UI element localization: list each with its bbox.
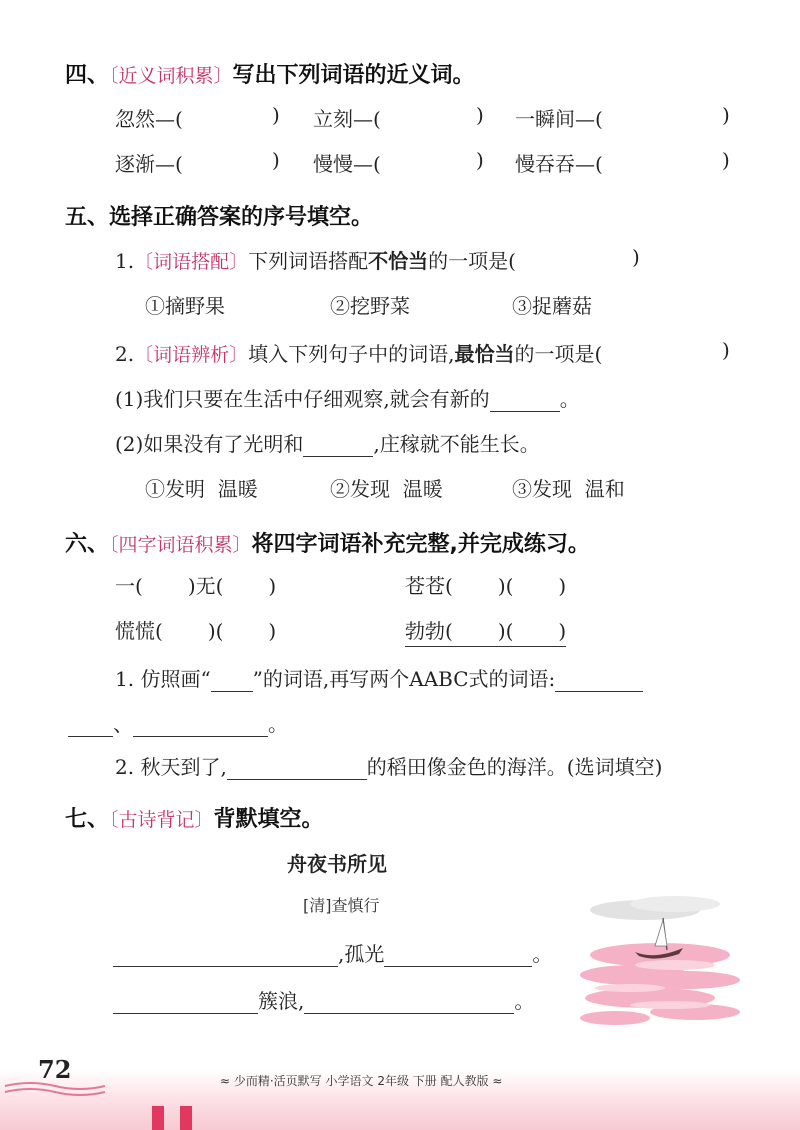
question-6-1: 1. 仿照画“ ”的词语,再写两个AABC式的词语:	[115, 663, 643, 692]
paren-close: )	[272, 103, 280, 127]
answer-blank[interactable]	[113, 989, 258, 1014]
section-6-heading	[65, 527, 590, 558]
section-title: 选择正确答案的序号填空。	[109, 205, 374, 230]
section-4-heading	[65, 58, 475, 89]
synonym-item: 一瞬间—(	[515, 107, 603, 131]
answer-blank[interactable]	[211, 667, 253, 692]
poem-title: 舟夜书所见	[287, 852, 387, 876]
section-number: 七、	[65, 807, 110, 832]
answer-blank[interactable]	[304, 989, 514, 1014]
idiom-fill: 慌慌( )( )	[115, 619, 277, 643]
topic-tag: 〔四字词语积累〕	[109, 534, 252, 556]
option: ③发现 温和	[512, 477, 625, 501]
answer-blank[interactable]	[227, 755, 367, 780]
section-5-heading	[65, 200, 373, 231]
footer-title: ≈ 少而精·活页默写 小学语文 2年级 下册 配人教版 ≈	[220, 1074, 503, 1088]
synonym-item: 立刻—(	[313, 107, 381, 131]
idiom-fill-underlined: 勃勃( )( )	[405, 615, 566, 647]
answer-blank[interactable]	[490, 387, 560, 412]
section-number: 五、	[65, 205, 110, 230]
paren-close: )	[722, 103, 730, 127]
answer-blank[interactable]	[303, 432, 373, 457]
footer-marker	[180, 1106, 192, 1130]
synonym-item: 忽然—(	[115, 107, 183, 131]
poem-line-2: 簇浪, 。	[113, 985, 534, 1014]
topic-tag: 〔词语搭配〕	[134, 251, 249, 273]
paren-close: )	[632, 245, 640, 269]
section-title: 背默填空。	[213, 807, 324, 832]
poem-author: [清]查慎行	[303, 896, 380, 915]
page-number: 72	[38, 1055, 72, 1084]
synonym-item: 慢慢—(	[313, 152, 381, 176]
paren-close: )	[476, 103, 484, 127]
option: ①摘野果	[145, 294, 225, 318]
section-number: 四、	[65, 63, 110, 88]
paren-close: )	[722, 148, 730, 172]
question-5-1: 1.〔词语搭配〕下列词语搭配不恰当的一项是(	[115, 249, 516, 273]
question-6-1-cont: 、 。	[68, 708, 288, 737]
footer-marker	[152, 1106, 164, 1130]
answer-blank[interactable]	[113, 942, 338, 967]
question-6-2: 2. 秋天到了, 的稻田像金色的海洋。(选词填空)	[115, 755, 663, 779]
option: ①发明 温暖	[145, 477, 258, 501]
poem-line-1: ,孤光 。	[113, 938, 552, 967]
answer-blank[interactable]	[384, 942, 532, 967]
option: ②发现 温暖	[330, 477, 443, 501]
answer-blank[interactable]	[555, 667, 643, 692]
synonym-item: 慢吞吞—(	[515, 152, 603, 176]
sentence-1: (1)我们只要在生活中仔细观察,就会有新的 。	[115, 387, 580, 411]
section-7-heading	[65, 802, 324, 833]
sentence-2: (2)如果没有了光明和 ,庄稼就不能生长。	[115, 432, 540, 456]
paren-close: )	[272, 148, 280, 172]
topic-tag: 〔古诗背记〕	[109, 809, 214, 831]
option: ③捉蘑菇	[512, 294, 592, 318]
boat-illustration	[575, 880, 750, 1030]
paren-close: )	[476, 148, 484, 172]
idiom-fill: 一( )无( )	[115, 574, 277, 598]
section-number: 六、	[65, 532, 110, 557]
topic-tag: 〔词语辨析〕	[134, 344, 249, 366]
answer-blank[interactable]	[68, 712, 113, 737]
paren-close: )	[722, 338, 730, 362]
synonym-item: 逐渐—(	[115, 152, 183, 176]
topic-tag: 〔近义词积累〕	[109, 65, 233, 87]
answer-blank[interactable]	[133, 712, 268, 737]
idiom-fill: 苍苍( )( )	[405, 574, 567, 598]
question-5-2: 2.〔词语辨析〕填入下列句子中的词语,最恰当的一项是(	[115, 342, 603, 366]
section-title: 写出下列词语的近义词。	[232, 63, 475, 88]
option: ②挖野菜	[330, 294, 410, 318]
section-title: 将四字词语补充完整,并完成练习。	[251, 532, 590, 557]
